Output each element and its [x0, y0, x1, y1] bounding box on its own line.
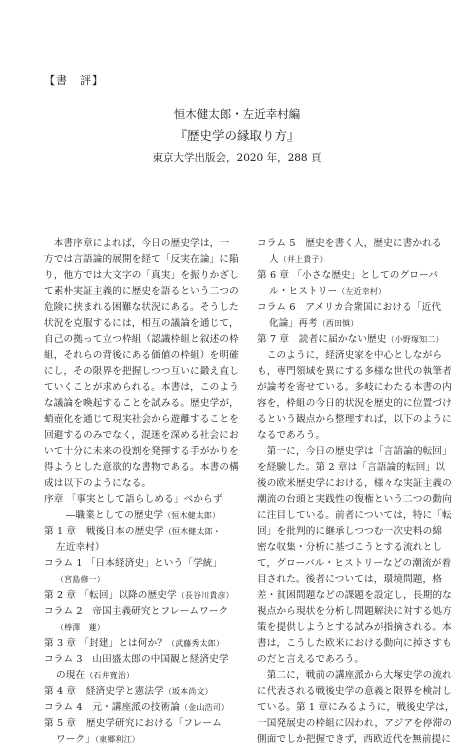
line-text: 本書序章によれば，今日の歴史学は，一	[44, 238, 230, 249]
text-line	[257, 604, 452, 620]
line-text: 蛸壺化を通じて現実社会から遊離することを	[44, 414, 239, 425]
text-line	[44, 636, 232, 652]
text-line	[44, 428, 239, 444]
line-text: 方では言語論的展開を経て「反実在論」に陥	[44, 254, 239, 265]
book-publication: 東京大学出版会，2020 年，288 頁	[152, 152, 322, 164]
contributor-name: （長谷川貴彦）	[176, 591, 234, 600]
text-line	[44, 652, 232, 668]
line-text: のだと言えるであろう。	[257, 654, 365, 665]
line-text: り，他方では大文字の「真実」を振りかざし	[44, 270, 239, 281]
line-text: ている。第 1 章にみるように，戦後史学は，	[257, 702, 455, 713]
text-line	[257, 508, 452, 524]
text-line	[44, 284, 239, 300]
line-text: 第 4 章 経済史学と憲法学	[44, 686, 164, 697]
text-line	[44, 700, 232, 716]
line-text: 第 7 章 読者に届かない歴史	[257, 334, 387, 345]
line-text: 策を提供しようとする試みが指摘される。本	[257, 622, 452, 633]
line-text: 潮流の台頭と実践性の復権という二つの動向	[257, 494, 452, 505]
contributor-name: （石井寛治）	[85, 671, 135, 680]
text-line	[44, 524, 232, 540]
line-text: 第 5 章 歴史学研究における「フレーム	[44, 718, 222, 729]
text-line	[257, 252, 445, 268]
line-text: 得ようとした意欲的な書物である。本書の構	[44, 462, 239, 473]
text-line	[257, 364, 452, 380]
text-line	[257, 236, 445, 252]
line-text: 序章 「事実として語らしめる」べからず	[44, 494, 223, 505]
line-text: 第 2 章 「転回」以降の歴史学	[44, 590, 177, 601]
text-line	[44, 460, 239, 476]
line-text: 人	[269, 254, 279, 265]
line-text: て，グローバル・ヒストリーなどの潮流が着	[257, 558, 452, 569]
text-line	[44, 364, 239, 380]
text-line	[257, 700, 455, 716]
line-text: 回避するのみでなく，混迷を深める社会にお	[44, 430, 239, 441]
contributor-name: （棒澤 蓮）	[56, 623, 105, 632]
line-text: 危険に挟まれる困難な状況にある。そうした	[44, 302, 239, 313]
text-line	[44, 252, 239, 268]
line-text: 差・貧困問題などの課題を設定し，長期的な	[257, 590, 452, 601]
line-text: コラム 6 アメリカ合衆国における「近代	[257, 302, 442, 313]
line-text: 第一に，今日の歴史学は「言語論的転回」	[257, 446, 452, 457]
line-text: も，専門領域を異にする多様な世代の執筆者	[257, 366, 452, 377]
text-line	[44, 332, 239, 348]
line-text: 成は以下のようになる。	[44, 478, 152, 489]
text-line	[44, 716, 232, 732]
line-text: ―職業としての歴史学	[56, 510, 164, 521]
book-header	[0, 103, 474, 169]
text-line	[44, 476, 232, 492]
line-text: 密な収集・分析に基づこうとする流れとし	[257, 542, 443, 553]
contributor-name: （宮島修一）	[56, 575, 105, 584]
text-line	[257, 588, 452, 604]
line-text: 第 6 章 「小さな歴史」としてのグローバ	[257, 270, 439, 281]
text-line	[44, 396, 239, 412]
line-text: 視点から現状を分析し問題解決に対する処方	[257, 606, 452, 617]
text-line	[44, 732, 232, 748]
contributor-name: （金山浩司）	[180, 703, 229, 712]
line-text: 書は，こうした欧米における動向に掉さすも	[257, 638, 452, 649]
contributor-name: （恒木健太郎・	[163, 527, 221, 536]
text-line	[257, 636, 452, 652]
line-text: コラム 4 元・講座派の技術論	[44, 702, 181, 713]
line-text: コラム 1 「日本経済史」という「学統」	[44, 558, 223, 569]
contributor-name: （東郷利江）	[94, 735, 140, 744]
left-column	[44, 236, 239, 748]
line-text: な議論を喚起することを試みる。歴史学が，	[44, 398, 239, 409]
line-text: の現在	[56, 670, 86, 681]
line-text: 第 1 章 戦後日本の歴史学	[44, 526, 164, 537]
line-text: 第二に，戦前の講座派から大塚史学の流れ	[257, 670, 452, 681]
contributor-name: （左近幸村）	[337, 287, 387, 296]
text-line	[257, 412, 452, 428]
text-line	[257, 492, 452, 508]
text-line	[257, 524, 445, 540]
text-line	[44, 300, 239, 316]
line-text: コラム 2 帝国主義研究とフレームワーク	[44, 606, 229, 617]
text-line	[257, 444, 452, 460]
text-line	[44, 588, 232, 604]
contributor-name: （武藤秀太郎）	[167, 639, 225, 648]
line-text: に注目している。前者については，特に「転	[257, 510, 452, 521]
text-line	[257, 460, 445, 476]
text-line	[44, 508, 232, 524]
line-text: 容を，枠組の今日的状況を歴史的に位置づけ	[257, 398, 452, 409]
contributor-name: （西田慎）	[317, 319, 359, 328]
line-text: コラム 5 歴史を書く人，歴史に書かれる	[257, 238, 442, 249]
text-line	[44, 620, 232, 636]
book-title: 『歴史学の縁取り方』	[174, 128, 300, 143]
text-line	[257, 572, 445, 588]
section-label: 【書 評】	[44, 74, 104, 87]
text-line	[257, 268, 445, 284]
text-line	[257, 540, 445, 556]
line-text: 組，それらの背後にある価値の枠組）を明確	[44, 350, 239, 361]
text-line	[44, 236, 232, 252]
line-text: にし，その限界を把握しつつ互いに鍛え直し	[44, 366, 239, 377]
line-text: ル・ヒストリー	[269, 286, 338, 297]
line-text: コラム 3 山田盛太郎の中国観と経済史学	[44, 654, 229, 665]
text-line	[44, 412, 239, 428]
contributor-name: （小野塚知二）	[386, 335, 444, 344]
text-line	[44, 492, 232, 508]
text-line	[257, 476, 452, 492]
book-editors: 恒木健太郎・左近幸村編	[173, 107, 301, 121]
text-line	[44, 604, 232, 620]
text-line	[44, 556, 232, 572]
right-column	[257, 236, 455, 748]
line-text: このように，経済史家を中心としながら	[257, 350, 443, 361]
text-line	[44, 444, 239, 460]
text-line	[257, 396, 452, 412]
text-line	[257, 732, 452, 748]
text-line	[257, 316, 445, 332]
contributor-name: （坂本尚文）	[163, 687, 213, 696]
text-line	[44, 572, 232, 588]
line-text: 後の欧米歴史学における，様々な実証主義の	[257, 478, 452, 489]
line-text: 第 3 章 「封建」とは何か？	[44, 638, 168, 649]
text-line	[257, 684, 452, 700]
line-text: を経験した。第 2 章は「言語論的転回」以	[257, 462, 446, 473]
text-line	[257, 332, 445, 348]
line-text: に代表される戦後史学の意義と限界を検討し	[257, 686, 452, 697]
line-text: ていくことが求められる。本書は，このよう	[44, 382, 239, 393]
line-text: いて十分に未来の役割を発揮する手がかりを	[44, 446, 239, 457]
contributor-name: （恒木健太郎）	[163, 511, 221, 520]
line-text: が論考を寄せている。多岐にわたる本書の内	[257, 382, 452, 393]
line-text: なるであろう。	[257, 430, 326, 441]
line-text: るという観点から整理すれば，以下のように	[257, 414, 452, 425]
text-line	[257, 300, 445, 316]
text-line	[257, 620, 452, 636]
text-line	[257, 380, 452, 396]
line-text: ワーク」	[56, 734, 95, 745]
text-line	[257, 716, 453, 732]
line-text: 化論」再考	[269, 318, 318, 329]
line-text: 目された。後者については，環境問題，格	[257, 574, 442, 585]
contributor-name: （井上貴子）	[278, 255, 328, 264]
text-line	[44, 316, 239, 332]
text-line	[44, 540, 232, 556]
text-line	[44, 268, 239, 284]
line-text: 自己の拠って立つ枠組（認識枠組と叙述の枠	[44, 334, 239, 345]
text-line	[44, 668, 232, 684]
line-text: 一国発展史の枠組に囚われ，アジアを停滞の	[257, 718, 453, 729]
text-line	[44, 348, 239, 364]
text-line	[257, 348, 445, 364]
text-line	[257, 428, 445, 444]
line-text: 回」を批判的に継承しつつむ一次史料の綿	[257, 526, 443, 537]
text-line	[44, 380, 239, 396]
text-line	[257, 284, 445, 300]
text-line	[257, 668, 452, 684]
line-text: 状況を克服するには，相互の議論を通じて，	[44, 318, 239, 329]
line-text: て素朴実証主義的に歴史を語るという二つの	[44, 286, 239, 297]
line-text: 側面でしか把握できず，西欧近代を無前提に	[257, 734, 452, 745]
line-text: 左近幸村）	[56, 542, 105, 553]
text-line	[257, 556, 452, 572]
text-line	[257, 652, 445, 668]
text-line	[44, 684, 232, 700]
